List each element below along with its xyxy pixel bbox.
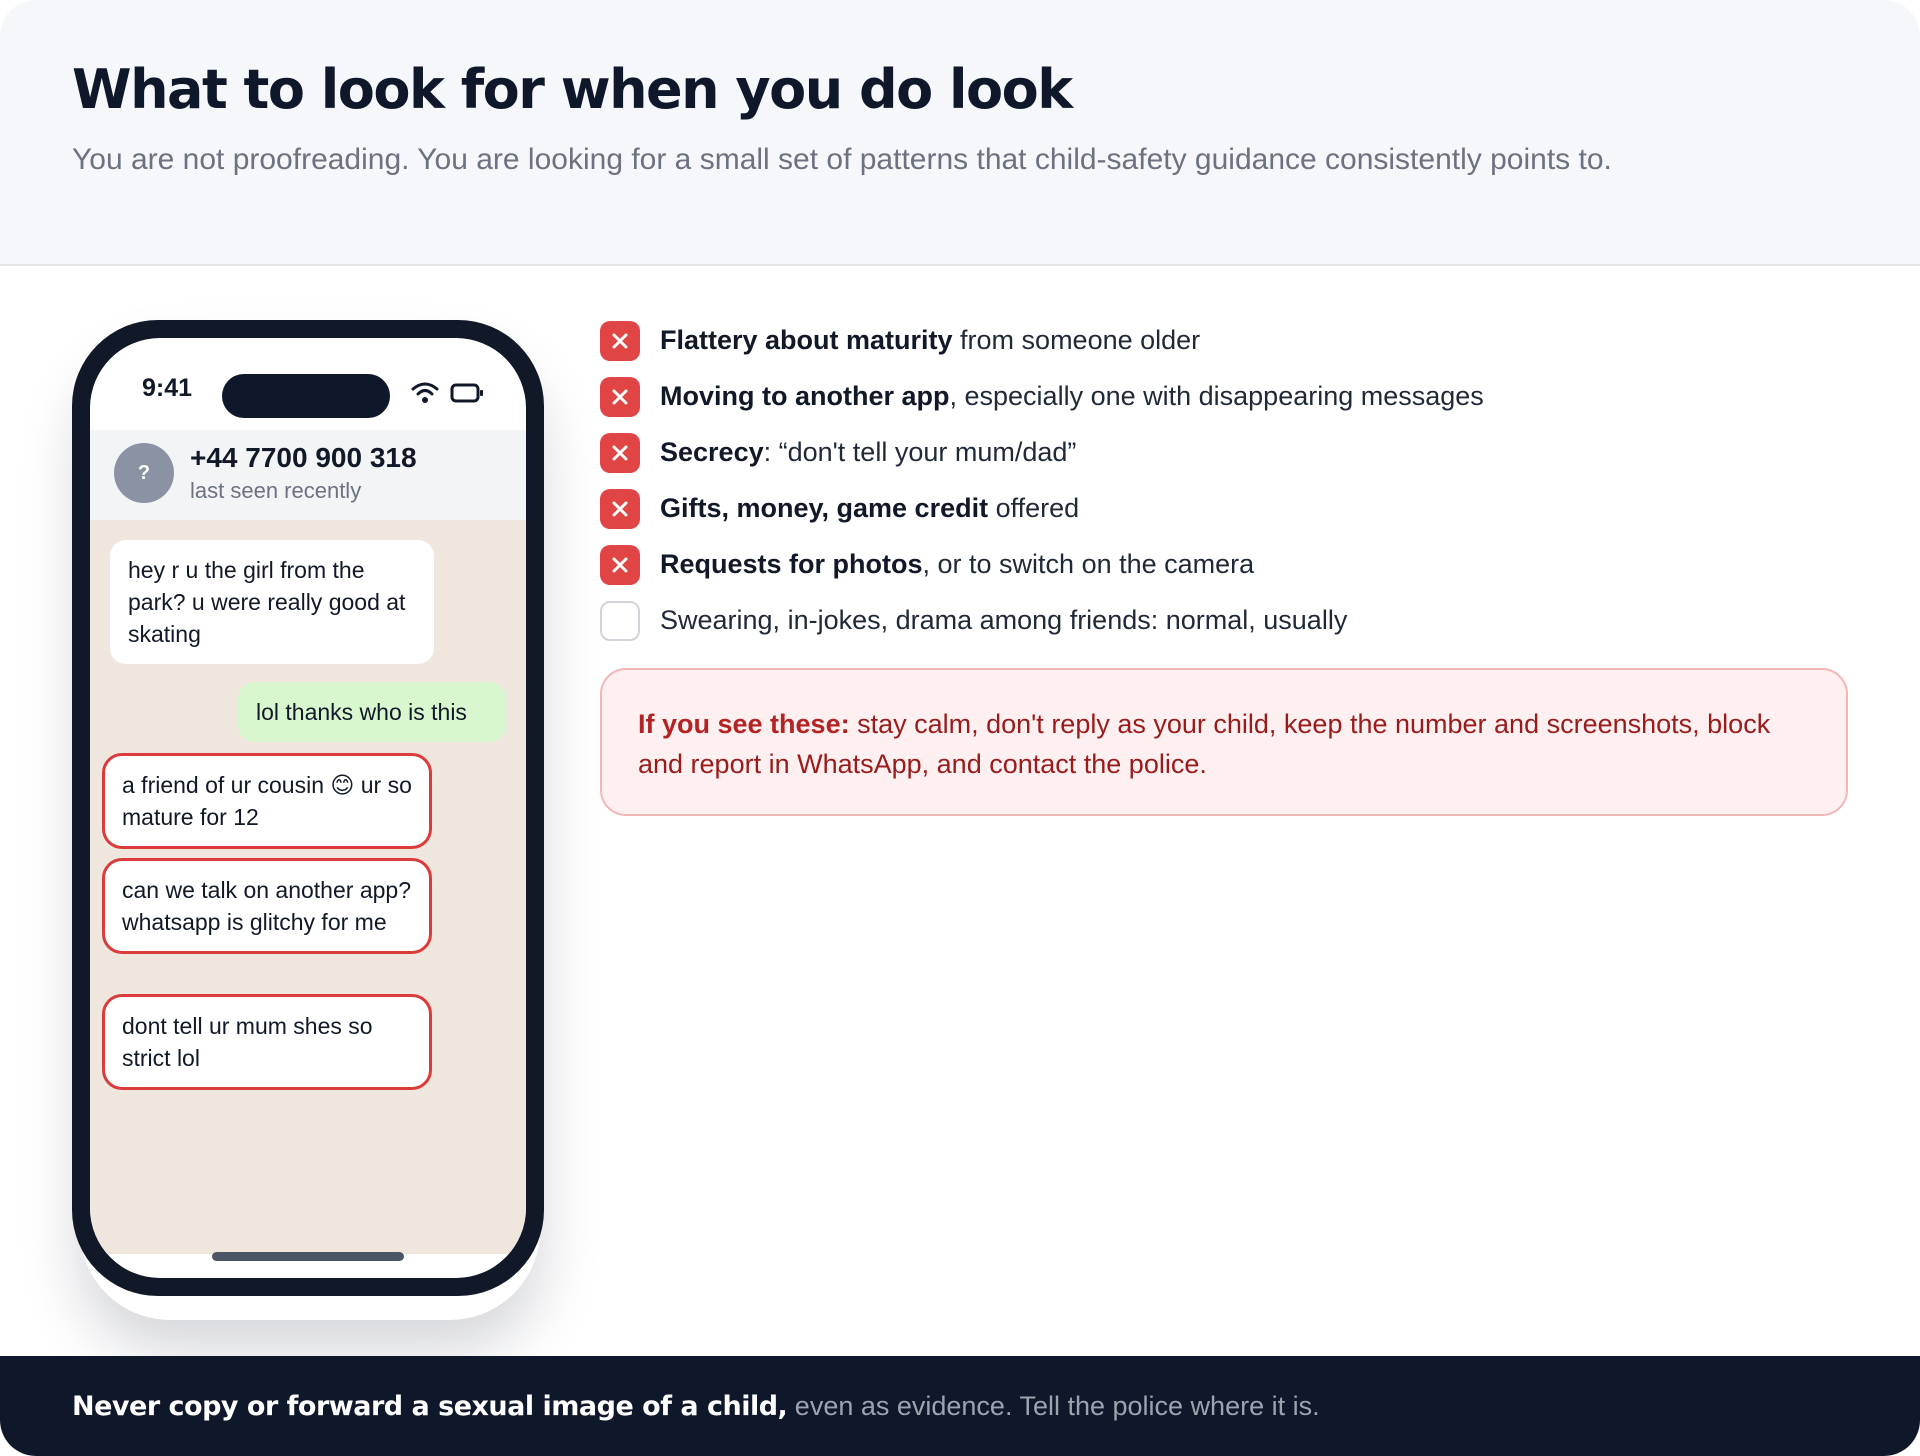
footer-banner [0, 1356, 1920, 1456]
home-indicator[interactable] [212, 1252, 404, 1261]
footer-rest: even as evidence. Tell the police where it is. [787, 1391, 1320, 1421]
checklist-item-text [660, 320, 1200, 360]
checklist-item-text [660, 376, 1484, 416]
checklist-item-bold: Gifts, money, game credit [660, 493, 989, 523]
unchecked-box-icon [600, 601, 640, 641]
alert-lead: If you see these: [638, 709, 850, 739]
footer-text [72, 1386, 1320, 1427]
checklist-item-text [660, 488, 1079, 528]
checklist-item [600, 544, 1860, 600]
status-time: 9:41 [142, 374, 193, 402]
checked-box-icon [600, 321, 640, 361]
checked-box-icon [600, 489, 640, 529]
phone-screen [90, 338, 526, 1278]
checklist-item [600, 488, 1860, 544]
header [0, 0, 1920, 266]
alert-box [600, 668, 1848, 816]
checklist-item-text [660, 432, 1076, 472]
checked-box-icon [600, 433, 640, 473]
checklist-item-rest: , especially one with disappearing messages [949, 381, 1484, 411]
checklist-item [600, 376, 1860, 432]
checklist-item-text [660, 544, 1254, 584]
checklist-item-bold: Flattery about maturity [660, 325, 953, 355]
checklist-item-rest: from someone older [952, 325, 1201, 355]
checklist-item [600, 432, 1860, 488]
checklist-item-rest: , or to switch on the camera [922, 549, 1255, 579]
message-outgoing[interactable]: lol thanks who is this [238, 682, 506, 742]
checked-box-icon [600, 377, 640, 417]
avatar[interactable]: ? [114, 443, 174, 503]
warning-checklist [600, 320, 1860, 656]
checklist-item-bold: Secrecy [660, 437, 764, 467]
footer-bold: Never copy or forward a sexual image of a child, [72, 1391, 788, 1422]
checklist-item-text [660, 600, 1347, 640]
chat-area[interactable] [90, 520, 526, 1254]
contact-name: +44 7700 900 318 [190, 442, 417, 473]
contact-status: last seen recently [190, 478, 362, 503]
checklist-item-rest: Swearing, in-jokes, drama among friends: normal, usually [660, 605, 1348, 635]
checklist-item [600, 600, 1860, 656]
wifi-icon [410, 380, 440, 406]
checked-box-icon [600, 545, 640, 585]
chat-header[interactable] [90, 430, 526, 520]
battery-icon [450, 382, 484, 404]
page-title: What to look for when you do look [72, 58, 1072, 121]
dynamic-island [222, 374, 390, 418]
checklist-item-rest: : “don't tell your mum/dad” [763, 437, 1077, 467]
checklist-item [600, 320, 1860, 376]
alert-text: stay calm, don't reply as your child, keep the number and screenshots, block and report in WhatsApp, and contact the police. [638, 709, 1771, 779]
message-incoming[interactable]: hey r u the girl from the park? u were really good at skating [110, 540, 434, 664]
message-flagged[interactable]: dont tell ur mum shes so strict lol [102, 994, 432, 1090]
page-subtitle: You are not proofreading. You are looking for a small set of patterns that child-safety guidance consistently points to. [72, 143, 1612, 176]
message-flagged[interactable]: a friend of ur cousin 😊 ur so mature for 12 [102, 753, 432, 849]
checklist-item-rest: offered [988, 493, 1080, 523]
status-icons [410, 378, 490, 408]
checklist-item-bold: Requests for photos [660, 549, 923, 579]
message-flagged[interactable]: can we talk on another app? whatsapp is glitchy for me [102, 858, 432, 954]
phone-mockup [72, 320, 544, 1296]
checklist-item-bold: Moving to another app [660, 381, 950, 411]
